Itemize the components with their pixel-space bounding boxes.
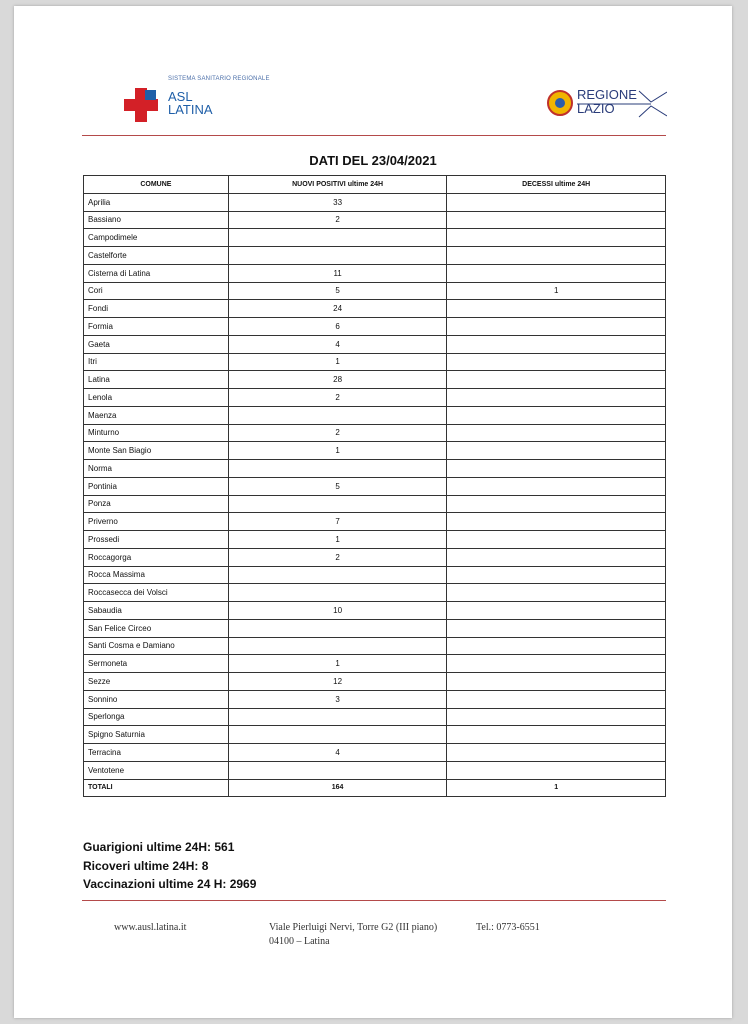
table-row [84, 247, 666, 265]
cell-nuovi-positivi: 7 [228, 513, 447, 531]
table-row [84, 708, 666, 726]
cell-comune: Terracina [84, 744, 229, 762]
cell-decessi [447, 495, 666, 513]
column-header-nuovi-positivi: NUOVI POSITIVI ultime 24H [228, 176, 447, 194]
asl-name: ASL LATINA [168, 89, 213, 117]
table-row [84, 353, 666, 371]
cell-comune: San Felice Circeo [84, 619, 229, 637]
cell-nuovi-positivi: 1 [228, 531, 447, 549]
table-row [84, 335, 666, 353]
regione-lazio-logo [547, 88, 667, 128]
cases-table [83, 175, 666, 797]
table-row [84, 726, 666, 744]
cell-nuovi-positivi: 11 [228, 264, 447, 282]
table-row [84, 264, 666, 282]
cell-decessi [447, 513, 666, 531]
table-row [84, 318, 666, 336]
cell-nuovi-positivi: 33 [228, 193, 447, 211]
cell-nuovi-positivi: 1 [228, 353, 447, 371]
cell-comune: Ventotene [84, 761, 229, 779]
table-row [84, 406, 666, 424]
cell-nuovi-positivi: 12 [228, 673, 447, 691]
cell-decessi [447, 211, 666, 229]
cell-decessi [447, 726, 666, 744]
table-row [84, 300, 666, 318]
lazio-name: REGIONE LAZIO [577, 87, 637, 116]
footer-address-line2: 04100 – Latina [269, 936, 330, 947]
cell-nuovi-positivi: 4 [228, 744, 447, 762]
cell-comune: Priverno [84, 513, 229, 531]
cell-decessi: 1 [447, 282, 666, 300]
cell-decessi [447, 548, 666, 566]
table-row [84, 442, 666, 460]
table-row [84, 211, 666, 229]
cell-nuovi-positivi: 24 [228, 300, 447, 318]
table-row [84, 193, 666, 211]
table-row [84, 619, 666, 637]
guarigioni-line: Guarigioni ultime 24H: 561 [83, 840, 235, 854]
letterhead [14, 6, 732, 146]
cell-decessi [447, 655, 666, 673]
cell-decessi [447, 584, 666, 602]
cell-comune: Gaeta [84, 335, 229, 353]
cell-decessi [447, 566, 666, 584]
red-cross-icon [124, 88, 158, 122]
cell-nuovi-positivi: 5 [228, 282, 447, 300]
cell-comune: Rocca Massima [84, 566, 229, 584]
table-row [84, 460, 666, 478]
table-row [84, 513, 666, 531]
table-row [84, 584, 666, 602]
cell-nuovi-positivi [228, 495, 447, 513]
table-row [84, 229, 666, 247]
cell-nuovi-positivi: 2 [228, 548, 447, 566]
cell-decessi [447, 389, 666, 407]
table-row [84, 371, 666, 389]
table-body [84, 193, 666, 797]
table-row [84, 495, 666, 513]
cell-nuovi-positivi: 2 [228, 424, 447, 442]
cell-decessi [447, 744, 666, 762]
cell-nuovi-positivi [228, 726, 447, 744]
header-divider [82, 135, 666, 136]
cell-nuovi-positivi: 10 [228, 602, 447, 620]
cell-comune: Maenza [84, 406, 229, 424]
cell-decessi [447, 708, 666, 726]
cell-nuovi-positivi [228, 406, 447, 424]
cell-comune: Fondi [84, 300, 229, 318]
cell-nuovi-positivi [228, 460, 447, 478]
cell-decessi [447, 406, 666, 424]
cell-decessi [447, 264, 666, 282]
table-row [84, 673, 666, 691]
cell-comune: Formia [84, 318, 229, 336]
cell-nuovi-positivi: 2 [228, 389, 447, 407]
table-row [84, 761, 666, 779]
footer-address-line1: Viale Pierluigi Nervi, Torre G2 (III piano) [269, 922, 438, 933]
vaccinazioni-line: Vaccinazioni ultime 24 H: 2969 [83, 877, 257, 891]
cell-comune: Roccasecca dei Volsci [84, 584, 229, 602]
cell-nuovi-positivi: 5 [228, 477, 447, 495]
cell-nuovi-positivi [228, 584, 447, 602]
cell-nuovi-positivi: 28 [228, 371, 447, 389]
table-row [84, 744, 666, 762]
table-row [84, 637, 666, 655]
cell-nuovi-positivi: 4 [228, 335, 447, 353]
cell-comune: Santi Cosma e Damiano [84, 637, 229, 655]
cell-comune: Roccagorga [84, 548, 229, 566]
table-row [84, 548, 666, 566]
cell-nuovi-positivi [228, 619, 447, 637]
cell-decessi [447, 318, 666, 336]
cell-comune: Bassiano [84, 211, 229, 229]
cell-nuovi-positivi [228, 566, 447, 584]
document-page [14, 6, 732, 1018]
footer-address [269, 921, 444, 949]
cell-comune: Sperlonga [84, 708, 229, 726]
cell-nuovi-positivi [228, 247, 447, 265]
cell-nuovi-positivi [228, 708, 447, 726]
cell-comune: Sermoneta [84, 655, 229, 673]
cell-decessi [447, 193, 666, 211]
footer-website[interactable]: www.ausl.latina.it [114, 922, 187, 933]
cell-comune: Campodimele [84, 229, 229, 247]
cell-decessi [447, 371, 666, 389]
table-row [84, 531, 666, 549]
table-row [84, 424, 666, 442]
cell-decessi [447, 229, 666, 247]
lazio-emblem-icon [547, 90, 573, 116]
cell-comune: Cori [84, 282, 229, 300]
cell-decessi [447, 690, 666, 708]
cell-totali-positivi: 164 [228, 779, 447, 797]
cell-comune: Latina [84, 371, 229, 389]
table-row [84, 566, 666, 584]
cell-comune: Prossedi [84, 531, 229, 549]
cell-comune: Itri [84, 353, 229, 371]
cell-decessi [447, 531, 666, 549]
cell-decessi [447, 673, 666, 691]
cell-decessi [447, 424, 666, 442]
summary-block [83, 838, 256, 894]
cell-decessi [447, 335, 666, 353]
table-row [84, 282, 666, 300]
cell-decessi [447, 300, 666, 318]
table-row [84, 389, 666, 407]
document-title: DATI DEL 23/04/2021 [309, 153, 437, 168]
cell-decessi [447, 602, 666, 620]
cell-nuovi-positivi [228, 637, 447, 655]
cell-totali-decessi: 1 [447, 779, 666, 797]
column-header-decessi: DECESSI ultime 24H [447, 176, 666, 194]
cell-decessi [447, 761, 666, 779]
cell-decessi [447, 353, 666, 371]
asl-subtitle: SISTEMA SANITARIO REGIONALE [168, 76, 270, 82]
table-header-row [84, 176, 666, 194]
footer-phone: Tel.: 0773-6551 [476, 922, 540, 933]
totals-row [84, 779, 666, 797]
cell-comune: Sonnino [84, 690, 229, 708]
cell-comune: Aprilia [84, 193, 229, 211]
asl-latina-logo [124, 76, 284, 136]
lazio-chevron-icon [577, 88, 667, 120]
cell-comune: Lenola [84, 389, 229, 407]
cell-nuovi-positivi: 1 [228, 442, 447, 460]
cell-comune: Minturno [84, 424, 229, 442]
cell-nuovi-positivi: 1 [228, 655, 447, 673]
cell-nuovi-positivi: 3 [228, 690, 447, 708]
cell-comune: Norma [84, 460, 229, 478]
cell-totali-label: TOTALI [84, 779, 229, 797]
cell-decessi [447, 477, 666, 495]
cell-nuovi-positivi [228, 229, 447, 247]
table-row [84, 655, 666, 673]
cell-nuovi-positivi: 6 [228, 318, 447, 336]
cell-comune: Sezze [84, 673, 229, 691]
table-row [84, 690, 666, 708]
cell-decessi [447, 460, 666, 478]
cell-decessi [447, 442, 666, 460]
cell-comune: Monte San Biagio [84, 442, 229, 460]
cell-decessi [447, 619, 666, 637]
cell-comune: Castelforte [84, 247, 229, 265]
cell-nuovi-positivi: 2 [228, 211, 447, 229]
column-header-comune: COMUNE [84, 176, 229, 194]
cell-comune: Sabaudia [84, 602, 229, 620]
ricoveri-line: Ricoveri ultime 24H: 8 [83, 858, 209, 873]
cell-comune: Spigno Saturnia [84, 726, 229, 744]
cell-comune: Ponza [84, 495, 229, 513]
cell-comune: Pontinia [84, 477, 229, 495]
cell-nuovi-positivi [228, 761, 447, 779]
table-row [84, 602, 666, 620]
cell-decessi [447, 247, 666, 265]
cell-comune: Cisterna di Latina [84, 264, 229, 282]
footer-divider [82, 900, 666, 901]
cell-decessi [447, 637, 666, 655]
table-row [84, 477, 666, 495]
